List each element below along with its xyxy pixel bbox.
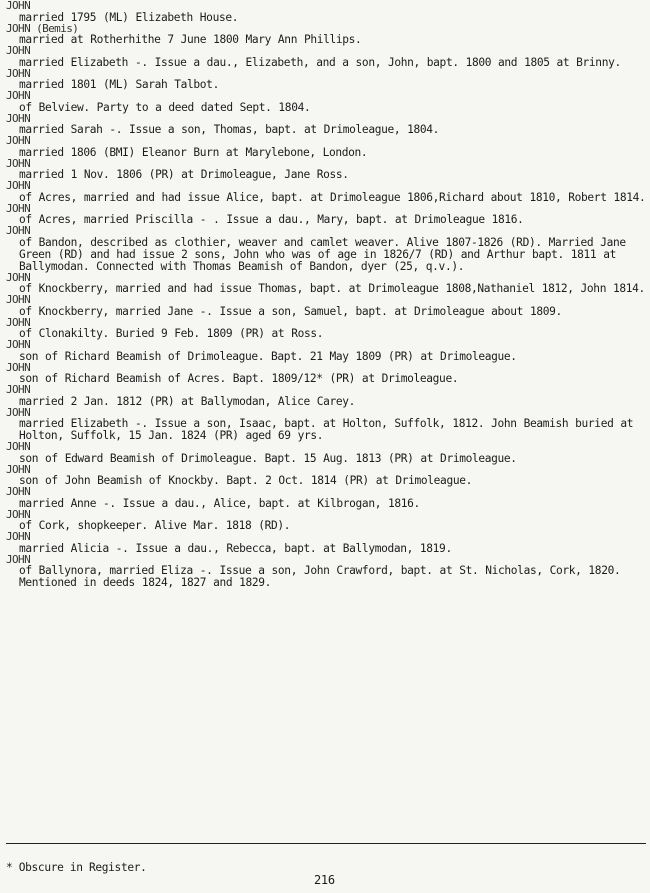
entry [6, 507, 646, 533]
entry-name: JOHN [6, 552, 31, 566]
entry-text: son of Richard Beamish of Acres. Bapt. 1809/12* (PR) at Drimoleague. [19, 372, 459, 385]
entry-text: son of John Beamish of Knockby. Bapt. 2 Oct. 1814 (PR) at Drimoleague. [19, 474, 472, 487]
entry [6, 487, 646, 510]
entry-text: of Bandon, described as clothier, weaver and camlet weaver. Alive 1807-1826 (RD). Married Jane Green (RD) and had issue 2 sons, John who was of age in 1826/7 (RD) and Arthur bapt. 1811 at Ballymodan. Connected with Thomas Beamish of Bandon, dyer (25, q.v.). [19, 235, 626, 273]
entry-text: married 2 Jan. 1812 (PR) at Ballymodan, Alice Carey. [19, 394, 356, 408]
entry-name: JOHN [6, 44, 31, 57]
entry-name: JOHN [6, 201, 31, 215]
entry [6, 66, 646, 92]
entry [6, 340, 646, 363]
entry-name: JOHN [6, 134, 31, 147]
entry-name: JOHN [6, 405, 31, 419]
entry-text: of Belview. Party to a deed dated Sept. 1804. [19, 100, 311, 114]
entry-text: of Acres, married and had issue Alice, bapt. at Drimoleague 1806,Richard about 1810, Robert 1814. [19, 190, 646, 204]
entry [6, 226, 646, 273]
entry [6, 532, 646, 555]
entry [6, 270, 646, 296]
entry-text: of Knockberry, married Jane -. Issue a son, Samuel, bapt. at Drimoleague about 1809. [19, 304, 562, 318]
entry-name: JOHN [6, 530, 31, 543]
entry-name: JOHN [6, 293, 31, 306]
entry [6, 201, 646, 227]
entry [6, 405, 646, 443]
entry [6, 156, 646, 182]
entry-text: married Sarah -. Issue a son, Thomas, bapt. at Drimoleague, 1804. [19, 123, 440, 136]
entry-name: JOHN [6, 89, 31, 102]
entry [6, 295, 646, 318]
entry [6, 46, 646, 69]
document-page [6, 0, 646, 893]
entry-text: of Knockberry, married and had issue Thomas, bapt. at Drimoleague 1808,Nathaniel 1812, John 1814. [19, 282, 645, 295]
entry-name: JOHN [6, 179, 31, 192]
entry-name: JOHN [6, 507, 31, 521]
entry-name: JOHN [6, 0, 31, 12]
entry-text: of Ballynora, married Eliza -. Issue a son, John Crawford, bapt. at St. Nicholas, Cork, 1820. Mentioned in deeds 1824, 1827 and 1829. [19, 564, 621, 589]
entry-name: JOHN [6, 224, 31, 237]
entry-name: JOHN [6, 156, 31, 170]
entry-text: son of Edward Beamish of Drimoleague. Bapt. 15 Aug. 1813 (PR) at Drimoleague. [19, 451, 517, 465]
entry-text: married 1801 (ML) Sarah Talbot. [19, 78, 219, 91]
entry-name: JOHN [6, 315, 31, 329]
entry [6, 462, 646, 488]
entry [6, 315, 646, 341]
entry-text: of Acres, married Priscilla - . Issue a dau., Mary, bapt. at Drimoleague 1816. [19, 213, 524, 226]
entry [6, 1, 646, 24]
entry-name: JOHN [6, 66, 31, 80]
page-number: 216 [314, 873, 335, 887]
entry-text: son of Richard Beamish of Drimoleague. Bapt. 21 May 1809 (PR) at Drimoleague. [19, 349, 517, 363]
entry-text: married 1 Nov. 1806 (PR) at Drimoleague, Jane Ross. [19, 168, 349, 181]
entry-text: of Cork, shopkeeper. Alive Mar. 1818 (RD). [19, 519, 291, 532]
footnote: * Obscure in Register. [6, 861, 147, 874]
entry-text: married Alicia -. Issue a dau., Rebecca, bapt. at Ballymodan, 1819. [19, 541, 452, 555]
entry-text: married Elizabeth -. Issue a son, Isaac, bapt. at Holton, Suffolk, 1812. John Beamish buried at Holton, Suffolk, 15 Jan. 1824 (PR) aged 69 yrs. [19, 417, 634, 442]
entry [6, 360, 646, 386]
entry-name: JOHN [6, 485, 31, 498]
entry-name: JOHN [6, 270, 31, 284]
entry-text: married Anne -. Issue a dau., Alice, bapt. at Kilbrogan, 1816. [19, 496, 420, 510]
entry-text: married Elizabeth -. Issue a dau., Elizabeth, and a son, John, bapt. 1800 and 1805 at Brinny. [19, 55, 621, 69]
entry-text: of Clonakilty. Buried 9 Feb. 1809 (PR) at Ross. [19, 327, 324, 340]
entry-name: JOHN [6, 440, 31, 453]
entry [6, 385, 646, 408]
footnote-divider [6, 843, 646, 844]
entry [6, 442, 646, 465]
entry-text: married 1795 (ML) Elizabeth House. [19, 10, 239, 24]
entry-list [6, 1, 646, 589]
entry-name: JOHN [6, 383, 31, 396]
entry-name: JOHN (Bemis) [6, 21, 79, 35]
entry-name: JOHN [6, 111, 31, 125]
entry-name: JOHN [6, 462, 31, 476]
entry-text: married 1806 (BMI) Eleanor Burn at Marylebone, London. [19, 145, 368, 159]
entry [6, 181, 646, 204]
entry [6, 91, 646, 114]
entry [6, 21, 646, 47]
entry [6, 136, 646, 159]
entry [6, 111, 646, 137]
entry-text: married at Rotherhithe 7 June 1800 Mary Ann Phillips. [19, 33, 362, 46]
entry [6, 552, 646, 590]
entry-name: JOHN [6, 360, 31, 374]
entry-name: JOHN [6, 338, 31, 351]
